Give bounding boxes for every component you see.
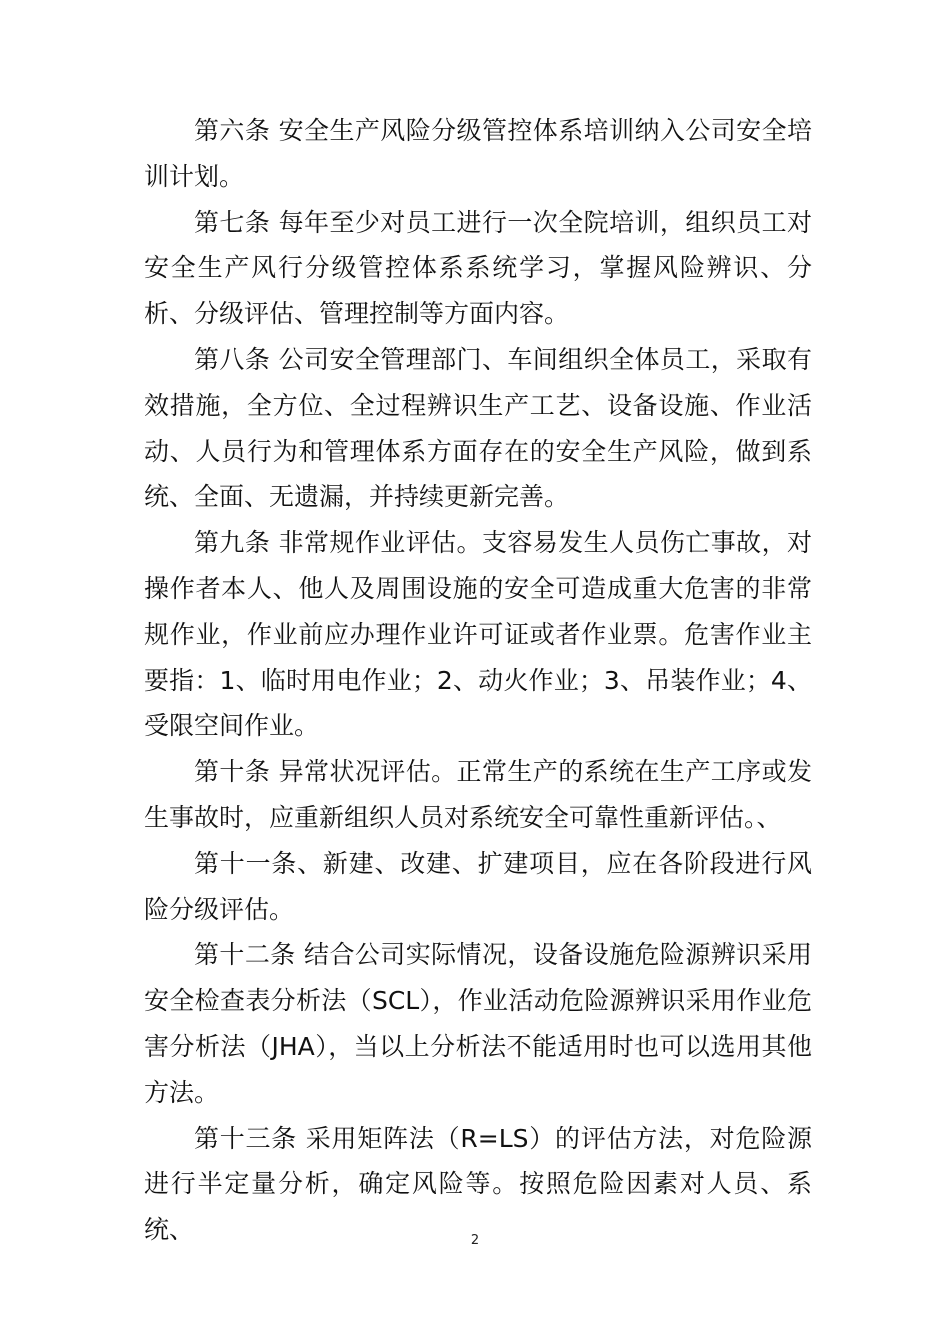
article-10-paragraph: 第十条 异常状况评估。正常生产的系统在生产工序或发生事故时，应重新组织人员对系统安全可靠性重新评估。、 xyxy=(144,757,812,832)
article-12-paragraph: 第十二条 结合公司实际情况，设备设施危险源辨识采用安全检查表分析法（SCL），作业活动危险源辨识采用作业危害分析法（JHA），当以上分析法不能适用时也可以选用其他方法。 xyxy=(144,940,812,1107)
article-6-paragraph: 第六条 安全生产风险分级管控体系培训纳入公司安全培训计划。 xyxy=(144,116,812,191)
article-9-paragraph: 第九条 非常规作业评估。支容易发生人员伤亡事故，对操作者本人、他人及周围设施的安全可造成重大危害的非常规作业，作业前应办理作业许可证或者作业票。危害作业主要指：1、临时用电作业；2、动火作业；3、吊装作业；4、受限空间作业。 xyxy=(144,528,812,741)
article-8-paragraph: 第八条 公司安全管理部门、车间组织全体员工，采取有效措施，全方位、全过程辨识生产工艺、设备设施、作业活动、人员行为和管理体系方面存在的安全生产风险，做到系统、全面、无遗漏，并持续更新完善。 xyxy=(144,344,812,512)
article-13-paragraph: 第十三条 采用矩阵法（R=LS）的评估方法，对危险源进行半定量分析，确定风险等。按照危险因素对人员、系统、 xyxy=(144,1123,812,1245)
article-7-paragraph: 第七条 每年至少对员工进行一次全院培训，组织员工对安全生产风行分级管控体系系统学习，掌握风险辨识、分析、分级评估、管理控制等方面内容。 xyxy=(144,207,812,329)
document-body xyxy=(144,108,812,1253)
page-number: 2 xyxy=(470,1233,480,1248)
article-11-paragraph: 第十一条、新建、改建、扩建项目，应在各阶段进行风险分级评估。 xyxy=(144,848,812,924)
